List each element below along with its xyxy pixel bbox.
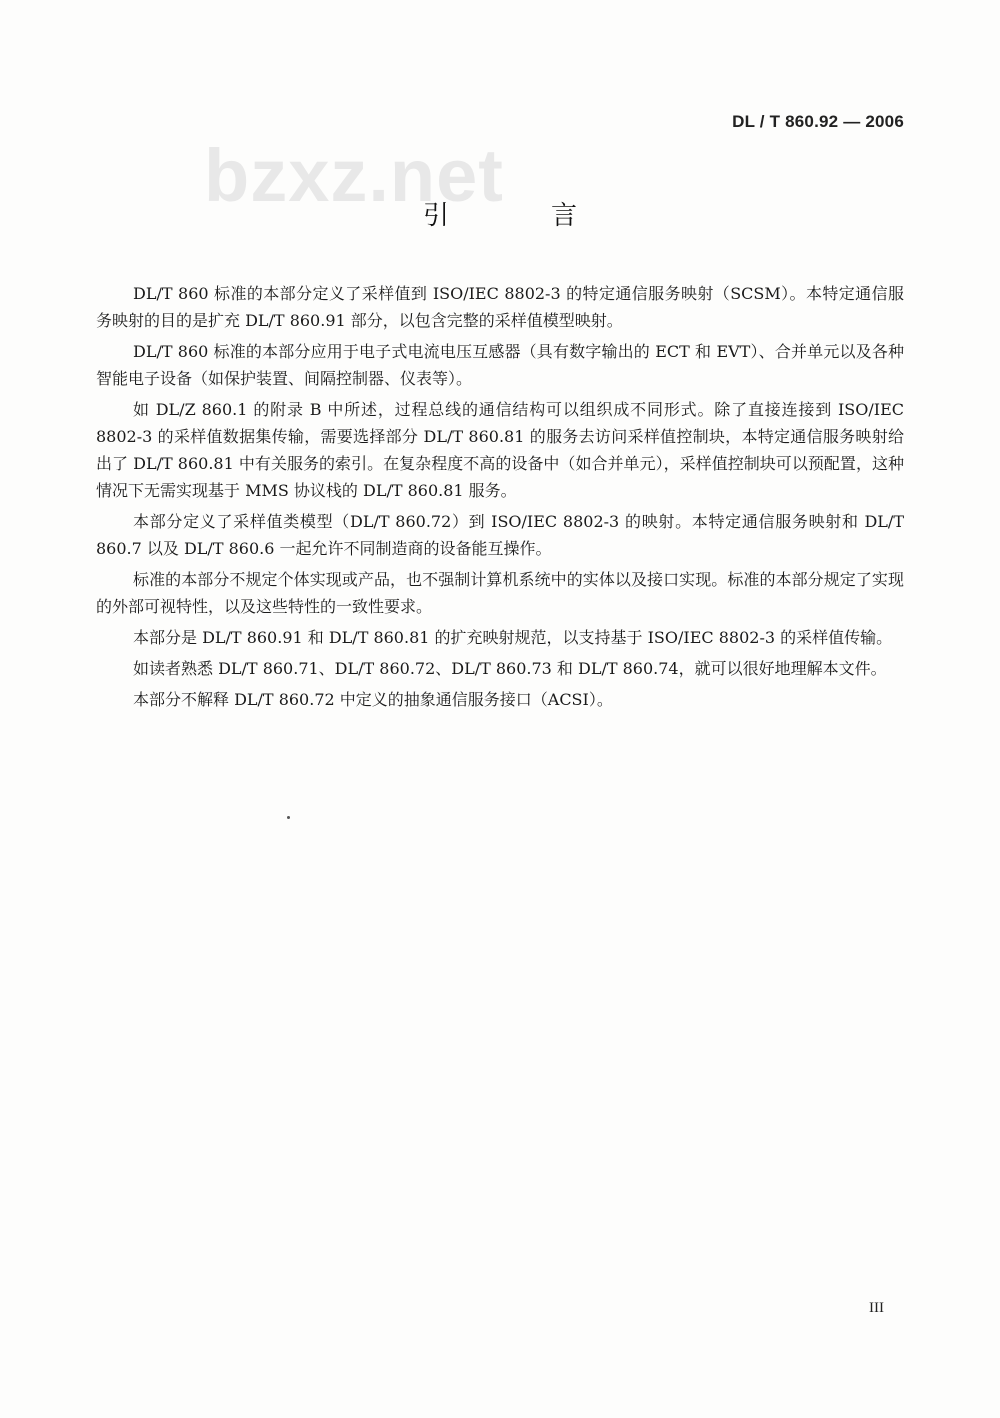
- page-number: III: [869, 1300, 884, 1316]
- paragraph: 如 DL/Z 860.1 的附录 B 中所述，过程总线的通信结构可以组织成不同形式。除了直接连接到 ISO/IEC 8802-3 的采样值数据集传输，需要选择部分 DL/T 860.81 的服务去访问采样值控制块，本特定通信服务映射给出了 DL/T 860.81 中有关服务的索引。在复杂程度不高的设备中（如合并单元），采样值控制块可以预配置，这种情况下无需实现基于 MMS 协议栈的 DL/T 860.81 服务。: [96, 400, 904, 500]
- paragraph: 本部分定义了采样值类模型（DL/T 860.72）到 ISO/IEC 8802-3 的映射。本特定通信服务映射和 DL/T 860.7 以及 DL/T 860.6 一起允许不同制造商的设备能互操作。: [96, 512, 904, 558]
- paragraph: DL/T 860 标准的本部分定义了采样值到 ISO/IEC 8802-3 的特定通信服务映射（SCSM）。本特定通信服务映射的目的是扩充 DL/T 860.91 部分，以包含完整的采样值模型映射。: [96, 284, 904, 330]
- standard-code: DL / T 860.92 — 2006: [732, 112, 904, 131]
- paragraph: 如读者熟悉 DL/T 860.71、DL/T 860.72、DL/T 860.73 和 DL/T 860.74，就可以很好地理解本文件。: [133, 659, 887, 678]
- paragraph: DL/T 860 标准的本部分应用于电子式电流电压互感器（具有数字输出的 ECT 和 EVT）、合并单元以及各种智能电子设备（如保护装置、间隔控制器、仪表等）。: [96, 342, 904, 388]
- paragraph: 本部分不解释 DL/T 860.72 中定义的抽象通信服务接口（ACSI）。: [133, 690, 613, 709]
- page-title: 引 言: [422, 201, 615, 231]
- paragraph: 标准的本部分不规定个体实现或产品，也不强制计算机系统中的实体以及接口实现。标准的本部分规定了实现的外部可视特性，以及这些特性的一致性要求。: [96, 570, 904, 616]
- paragraph: 本部分是 DL/T 860.91 和 DL/T 860.81 的扩充映射规范，以支持基于 ISO/IEC 8802-3 的采样值传输。: [133, 628, 893, 647]
- watermark: bzxz.net: [204, 134, 504, 217]
- body-text: [96, 280, 904, 717]
- scan-speck: [287, 816, 290, 819]
